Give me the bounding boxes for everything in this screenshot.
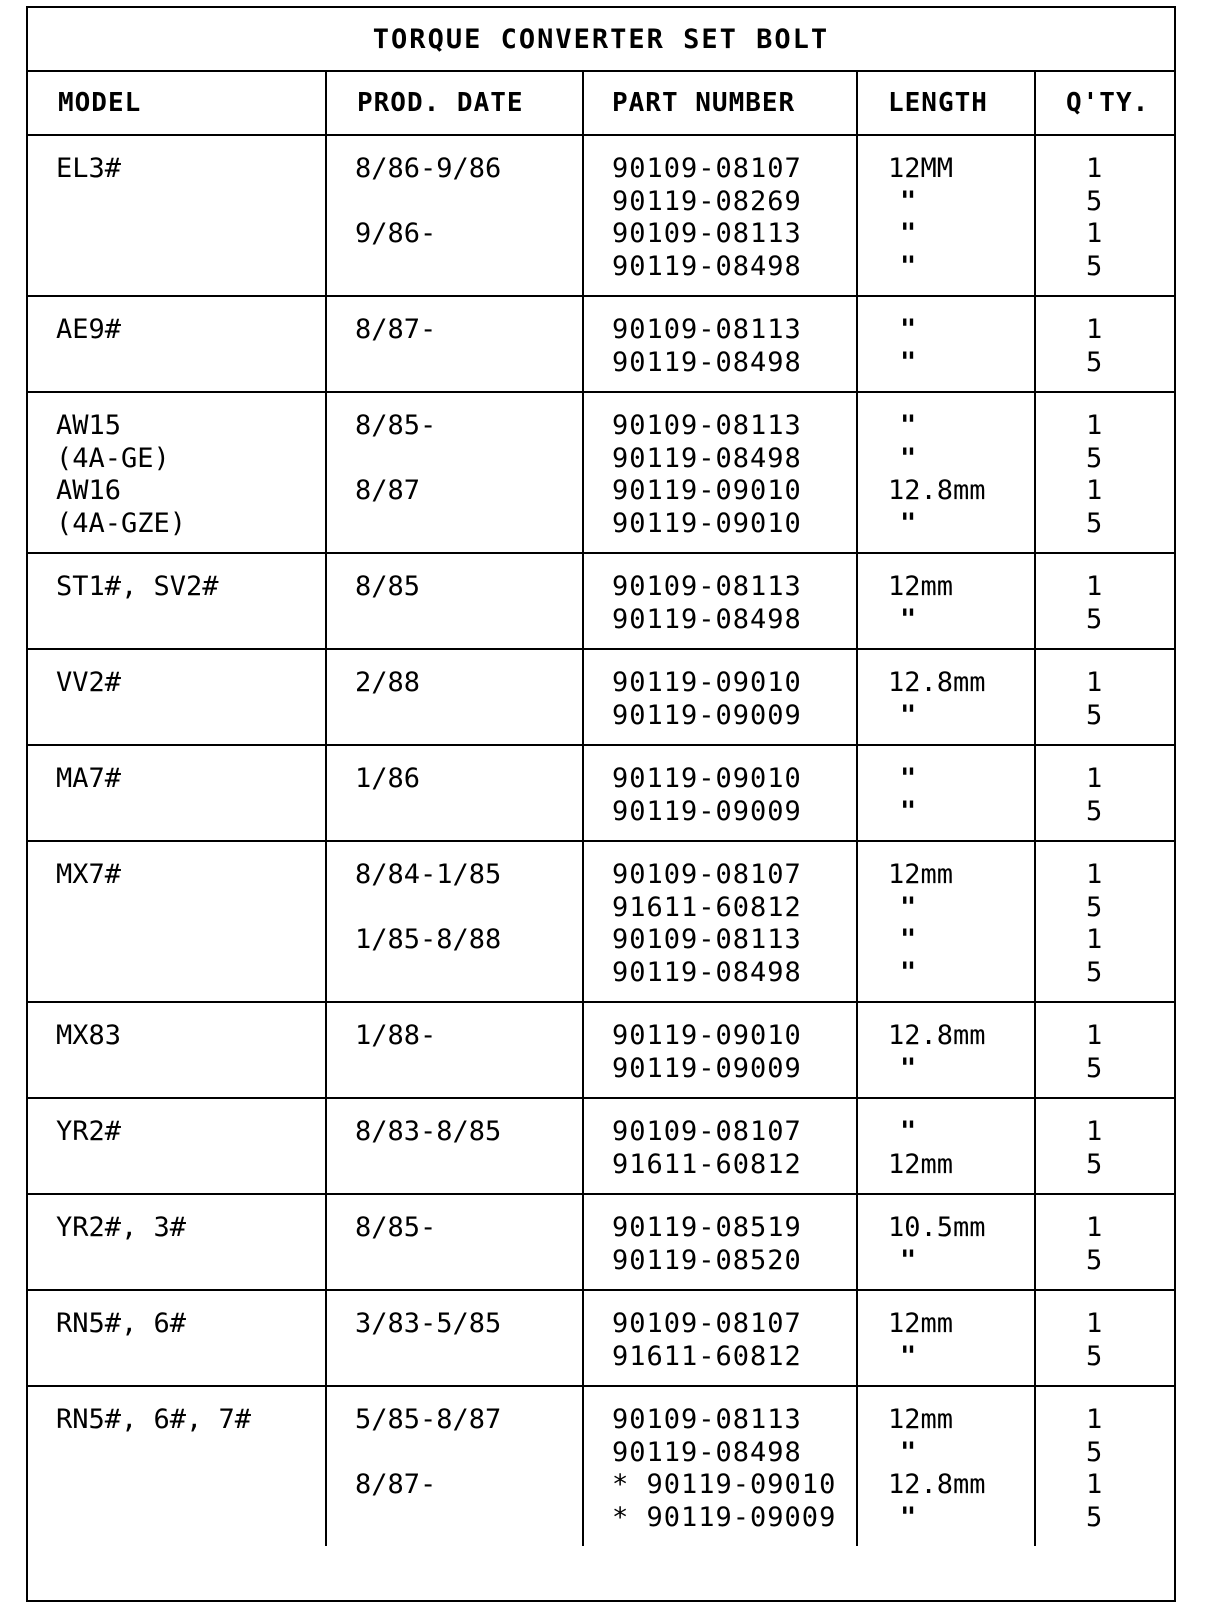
length-cell xyxy=(857,1098,1035,1194)
length-cell-line: 12.8mm xyxy=(888,667,986,698)
length-cell-line: " xyxy=(900,1244,917,1276)
qty-cell-line: 5 xyxy=(1086,1244,1103,1276)
part-number-cell-line: 90109-08113 xyxy=(612,924,802,955)
part-number-cell-line: 90109-08113 xyxy=(612,410,802,441)
part-number-cell-line: 90119-09009 xyxy=(612,795,802,827)
qty-cell-line: 5 xyxy=(1086,891,1103,923)
model-cell-line: AW15 xyxy=(56,410,122,441)
prod-date-cell-line: 8/86-9/86 xyxy=(355,153,502,184)
part-number-cell-line: 90119-08498 xyxy=(612,603,802,635)
prod-date-cell-line: 8/87- xyxy=(355,314,437,345)
prod-date-cell-line: 8/85- xyxy=(355,1212,437,1243)
table-row xyxy=(28,553,1174,649)
prod-date-cell-line: 9/86- xyxy=(355,218,437,249)
part-number-cell-line: 90119-08498 xyxy=(612,442,802,474)
qty-cell-line: 5 xyxy=(1086,346,1103,378)
model-cell-line: RN5#, 6# xyxy=(56,1308,187,1339)
qty-cell-line: 1 xyxy=(1086,571,1103,602)
part-number-cell xyxy=(583,1194,857,1290)
prod-date-cell-line: 3/83-5/85 xyxy=(355,1308,502,1339)
prod-date-cell xyxy=(326,1386,583,1546)
model-cell-line: EL3# xyxy=(56,153,122,184)
model-cell-line: MX83 xyxy=(56,1020,122,1051)
length-cell-line: " xyxy=(900,1116,917,1147)
part-number-cell xyxy=(583,135,857,296)
qty-cell xyxy=(1035,553,1174,649)
model-cell xyxy=(28,1002,326,1098)
table-row xyxy=(28,841,1174,1002)
part-number-cell-line: 90119-09010 xyxy=(612,1020,802,1051)
length-cell-line: " xyxy=(900,1501,917,1533)
length-cell-line: " xyxy=(900,218,917,249)
prod-date-cell xyxy=(326,392,583,553)
part-number-cell-line: 90109-08107 xyxy=(612,153,802,184)
qty-cell xyxy=(1035,649,1174,745)
qty-cell xyxy=(1035,841,1174,1002)
length-cell xyxy=(857,745,1035,841)
model-cell xyxy=(28,745,326,841)
model-cell-line: YR2# xyxy=(56,1116,122,1147)
prod-date-cell-line: 2/88 xyxy=(355,667,421,698)
length-cell-line: " xyxy=(900,442,917,474)
qty-cell xyxy=(1035,745,1174,841)
length-cell xyxy=(857,1194,1035,1290)
length-cell-line: " xyxy=(900,763,917,794)
length-cell-line: " xyxy=(900,410,917,441)
prod-date-cell-line: 8/84-1/85 xyxy=(355,859,502,890)
qty-cell xyxy=(1035,135,1174,296)
qty-cell-line: 1 xyxy=(1086,924,1103,955)
part-number-cell-line: 90109-08113 xyxy=(612,314,802,345)
table-title: TORQUE CONVERTER SET BOLT xyxy=(28,8,1174,72)
qty-cell-line: 1 xyxy=(1086,475,1103,506)
part-number-cell xyxy=(583,1002,857,1098)
part-number-cell-line: 90119-09010 xyxy=(612,507,802,539)
torque-converter-table xyxy=(28,72,1174,1546)
part-number-cell-line: 90109-08113 xyxy=(612,218,802,249)
header-row xyxy=(28,72,1174,135)
length-cell-line: " xyxy=(900,1436,917,1468)
qty-cell-line: 5 xyxy=(1086,795,1103,827)
part-number-cell-line: 90109-08107 xyxy=(612,1308,802,1339)
qty-cell-line: 5 xyxy=(1086,1436,1103,1468)
header-model: MODEL xyxy=(28,72,326,135)
qty-cell-line: 5 xyxy=(1086,442,1103,474)
qty-cell-line: 1 xyxy=(1086,1212,1103,1243)
prod-date-cell-line: 8/87- xyxy=(355,1469,437,1500)
prod-date-cell-line: 8/85 xyxy=(355,571,421,602)
qty-cell-line: 1 xyxy=(1086,153,1103,184)
model-cell-line: AE9# xyxy=(56,314,122,345)
part-number-cell-line: 91611-60812 xyxy=(612,891,802,923)
prod-date-cell-line xyxy=(355,508,582,541)
model-cell-line: MX7# xyxy=(56,859,122,890)
length-cell-line: 12mm xyxy=(888,1404,954,1435)
prod-date-cell-line xyxy=(355,443,582,476)
part-number-cell-line: 90119-08519 xyxy=(612,1212,802,1243)
model-cell-line: AW16 xyxy=(56,475,122,506)
table-row xyxy=(28,1386,1174,1546)
length-cell-line: 10.5mm xyxy=(888,1212,986,1243)
prod-date-cell-line xyxy=(355,1502,582,1535)
table-row xyxy=(28,296,1174,392)
table-row xyxy=(28,392,1174,553)
length-cell xyxy=(857,553,1035,649)
table-row xyxy=(28,1098,1174,1194)
length-cell-line: 12mm xyxy=(888,571,954,602)
qty-cell xyxy=(1035,1194,1174,1290)
qty-cell-line: 5 xyxy=(1086,603,1103,635)
part-number-cell xyxy=(583,649,857,745)
qty-cell-line: 1 xyxy=(1086,1469,1103,1500)
qty-cell-line: 5 xyxy=(1086,507,1103,539)
qty-cell-line: 1 xyxy=(1086,1020,1103,1051)
qty-cell xyxy=(1035,1098,1174,1194)
prod-date-cell-line: 8/83-8/85 xyxy=(355,1116,502,1147)
qty-cell-line: 5 xyxy=(1086,185,1103,217)
part-number-cell xyxy=(583,1386,857,1546)
qty-cell xyxy=(1035,1386,1174,1546)
length-cell xyxy=(857,135,1035,296)
model-cell xyxy=(28,1290,326,1386)
model-cell xyxy=(28,135,326,296)
length-cell-line: " xyxy=(900,314,917,345)
prod-date-cell-line: 8/85- xyxy=(355,410,437,441)
prod-date-cell xyxy=(326,841,583,1002)
model-cell xyxy=(28,296,326,392)
part-number-cell xyxy=(583,1290,857,1386)
part-number-cell-line: 91611-60812 xyxy=(612,1148,802,1180)
table-row xyxy=(28,1002,1174,1098)
prod-date-cell-line xyxy=(355,957,582,990)
length-cell-line: 12mm xyxy=(888,1148,954,1180)
table-row xyxy=(28,649,1174,745)
model-cell xyxy=(28,841,326,1002)
part-number-cell-line: 90119-08498 xyxy=(612,346,802,378)
part-number-cell-line: 90119-09009 xyxy=(612,699,802,731)
length-cell-line: " xyxy=(900,956,917,988)
length-cell-line: 12mm xyxy=(888,1308,954,1339)
part-number-cell-line: 90119-08498 xyxy=(612,250,802,282)
prod-date-cell-line xyxy=(355,892,582,925)
header-part-number: PART NUMBER xyxy=(583,72,857,135)
qty-cell xyxy=(1035,1290,1174,1386)
qty-cell-line: 5 xyxy=(1086,1148,1103,1180)
prod-date-cell-line: 8/87 xyxy=(355,475,421,506)
qty-cell-line: 1 xyxy=(1086,410,1103,441)
part-number-cell-line: * 90119-09010 xyxy=(612,1469,837,1500)
length-cell-line: " xyxy=(900,603,917,635)
prod-date-cell-line: 1/86 xyxy=(355,763,421,794)
length-cell-line: " xyxy=(900,185,917,217)
length-cell xyxy=(857,841,1035,1002)
length-cell-line: 12MM xyxy=(888,153,954,184)
part-number-cell-line: 90119-09010 xyxy=(612,667,802,698)
part-number-cell xyxy=(583,392,857,553)
length-cell xyxy=(857,1290,1035,1386)
prod-date-cell xyxy=(326,1002,583,1098)
prod-date-cell xyxy=(326,1194,583,1290)
model-cell xyxy=(28,1098,326,1194)
model-cell-line: (4A-GE) xyxy=(56,442,170,474)
length-cell xyxy=(857,296,1035,392)
length-cell-line: 12.8mm xyxy=(888,1469,986,1500)
prod-date-cell xyxy=(326,745,583,841)
part-number-cell-line: 90119-09010 xyxy=(612,763,802,794)
part-number-cell xyxy=(583,296,857,392)
model-cell-line: YR2#, 3# xyxy=(56,1212,187,1243)
prod-date-cell-line: 1/85-8/88 xyxy=(355,924,502,955)
part-number-cell xyxy=(583,1098,857,1194)
prod-date-cell-line xyxy=(355,1437,582,1470)
qty-cell-line: 5 xyxy=(1086,956,1103,988)
part-number-cell xyxy=(583,745,857,841)
length-cell-line: " xyxy=(900,507,917,539)
model-cell xyxy=(28,649,326,745)
prod-date-cell xyxy=(326,1290,583,1386)
part-number-cell-line: 90109-08113 xyxy=(612,571,802,602)
part-number-cell xyxy=(583,553,857,649)
length-cell-line: " xyxy=(900,699,917,731)
prod-date-cell-line: 1/88- xyxy=(355,1020,437,1051)
qty-cell-line: 1 xyxy=(1086,1404,1103,1435)
table-row xyxy=(28,135,1174,296)
model-cell xyxy=(28,1386,326,1546)
part-number-cell-line: 90119-08520 xyxy=(612,1244,802,1276)
qty-cell xyxy=(1035,1002,1174,1098)
prod-date-cell xyxy=(326,296,583,392)
header-qty: Q'TY. xyxy=(1035,72,1174,135)
prod-date-cell xyxy=(326,553,583,649)
length-cell-line: " xyxy=(900,891,917,923)
part-number-cell xyxy=(583,841,857,1002)
header-length: LENGTH xyxy=(857,72,1035,135)
model-cell-line: ST1#, SV2# xyxy=(56,571,219,602)
part-number-cell-line: 90119-08269 xyxy=(612,185,802,217)
table-row xyxy=(28,1290,1174,1386)
qty-cell-line: 5 xyxy=(1086,1501,1103,1533)
qty-cell xyxy=(1035,392,1174,553)
part-number-cell-line: 90109-08113 xyxy=(612,1404,802,1435)
part-number-cell-line: 90119-09010 xyxy=(612,475,802,506)
model-cell xyxy=(28,392,326,553)
part-number-cell-line: 90109-08107 xyxy=(612,859,802,890)
prod-date-cell-line: 5/85-8/87 xyxy=(355,1404,502,1435)
parts-table-document xyxy=(26,6,1176,1602)
qty-cell xyxy=(1035,296,1174,392)
table-row xyxy=(28,745,1174,841)
length-cell-line: 12.8mm xyxy=(888,475,986,506)
prod-date-cell xyxy=(326,649,583,745)
model-cell-line: RN5#, 6#, 7# xyxy=(56,1404,252,1435)
part-number-cell-line: * 90119-09009 xyxy=(612,1501,837,1533)
table-row xyxy=(28,1194,1174,1290)
header-prod-date: PROD. DATE xyxy=(326,72,583,135)
qty-cell-line: 1 xyxy=(1086,667,1103,698)
qty-cell-line: 1 xyxy=(1086,859,1103,890)
qty-cell-line: 1 xyxy=(1086,1308,1103,1339)
qty-cell-line: 5 xyxy=(1086,1340,1103,1372)
qty-cell-line: 5 xyxy=(1086,250,1103,282)
model-cell xyxy=(28,553,326,649)
qty-cell-line: 1 xyxy=(1086,1116,1103,1147)
length-cell-line: " xyxy=(900,1052,917,1084)
part-number-cell-line: 90119-08498 xyxy=(612,956,802,988)
length-cell-line: " xyxy=(900,924,917,955)
length-cell-line: " xyxy=(900,250,917,282)
part-number-cell-line: 90119-09009 xyxy=(612,1052,802,1084)
length-cell-line: " xyxy=(900,1340,917,1372)
length-cell xyxy=(857,1002,1035,1098)
length-cell-line: 12.8mm xyxy=(888,1020,986,1051)
qty-cell-line: 5 xyxy=(1086,699,1103,731)
model-cell-line: MA7# xyxy=(56,763,122,794)
prod-date-cell xyxy=(326,135,583,296)
qty-cell-line: 1 xyxy=(1086,218,1103,249)
length-cell xyxy=(857,649,1035,745)
prod-date-cell-line xyxy=(355,186,582,219)
length-cell xyxy=(857,1386,1035,1546)
length-cell xyxy=(857,392,1035,553)
part-number-cell-line: 90109-08107 xyxy=(612,1116,802,1147)
prod-date-cell xyxy=(326,1098,583,1194)
length-cell-line: 12mm xyxy=(888,859,954,890)
model-cell xyxy=(28,1194,326,1290)
length-cell-line: " xyxy=(900,346,917,378)
qty-cell-line: 1 xyxy=(1086,314,1103,345)
part-number-cell-line: 90119-08498 xyxy=(612,1436,802,1468)
model-cell-line: VV2# xyxy=(56,667,122,698)
qty-cell-line: 1 xyxy=(1086,763,1103,794)
length-cell-line: " xyxy=(900,795,917,827)
prod-date-cell-line xyxy=(355,251,582,284)
model-cell-line: (4A-GZE) xyxy=(56,507,187,539)
part-number-cell-line: 91611-60812 xyxy=(612,1340,802,1372)
qty-cell-line: 5 xyxy=(1086,1052,1103,1084)
